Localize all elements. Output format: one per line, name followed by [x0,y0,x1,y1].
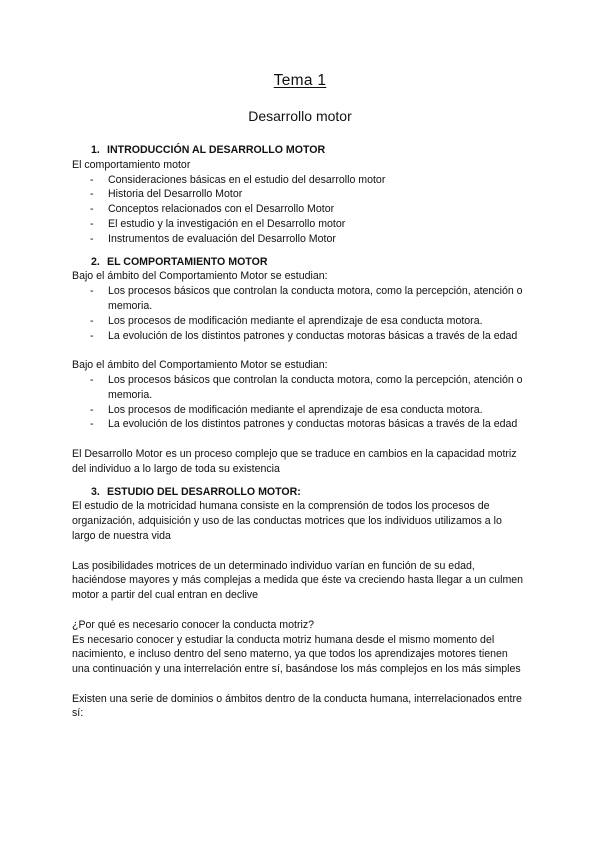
section-3-heading [72,485,528,500]
paragraph: El estudio de la motricidad humana consiste en la comprensión de todos los procesos de organización, adquisición y uso de las conductas motrices que los individuos utilizamos a lo largo de nuestra vida [72,500,502,542]
document-title: Tema 1 [273,72,327,89]
document-body [72,143,528,721]
paragraph: Bajo el ámbito del Comportamiento Motor se estudian: [72,270,328,283]
paragraph: Las posibilidades motrices de un determinado individuo varían en función de su edad, haciéndose mayores y más complejas a medida que éste va creciendo hasta llegar a un culmen motor a partir del cual entran en declive [72,559,524,602]
section-number: 3. [91,485,100,498]
section-title: EL COMPORTAMIENTO MOTOR [107,255,268,268]
paragraph: Es necesario conocer y estudiar la conducta motriz humana desde el mismo momento del nacimiento, e incluso dentro del seno materno, ya que todos los aprendizajes motores tienen una continuación y una interrelación entre sí, basándose los más complejos en los más simples [72,633,521,676]
list-item: - Historia del Desarrollo Motor [72,187,528,202]
section-number: 1. [91,144,100,156]
paragraph: El Desarrollo Motor es un proceso complejo que se traduce en cambios en la capacidad motriz del individuo a lo largo de toda su existencia [72,447,517,475]
document-subtitle: Desarrollo motor [248,108,352,124]
section-2-heading [72,255,528,270]
list-item: - Los procesos básicos que controlan la conducta motora, como la percepción, atención o memoria. [72,284,528,314]
list-item: - Consideraciones básicas en el estudio del desarrollo motor [72,173,528,188]
section-2-list-b [72,373,528,432]
paragraph: El comportamiento motor [72,158,191,171]
list-item: - Los procesos de modificación mediante el aprendizaje de esa conducta motora. [72,314,528,329]
section-number: 2. [91,255,100,268]
question: ¿Por qué es necesario conocer la conducta motriz? [72,618,315,631]
list-item: - El estudio y la investigación en el Desarrollo motor [72,217,528,232]
paragraph: Existen una serie de dominios o ámbitos dentro de la conducta humana, interrelacionados entre sí: [72,692,522,720]
list-item: - La evolución de los distintos patrones y conductas motoras básicas a través de la edad [72,417,528,432]
list-item: - Conceptos relacionados con el Desarrollo Motor [72,202,528,217]
section-1-heading [72,143,528,158]
section-title: INTRODUCCIÓN AL DESARROLLO MOTOR [107,144,326,156]
list-item: - Los procesos básicos que controlan la conducta motora, como la percepción, atención o memoria. [72,373,528,403]
section-1-list [72,173,528,247]
list-item: - Los procesos de modificación mediante el aprendizaje de esa conducta motora. [72,403,528,418]
paragraph: Bajo el ámbito del Comportamiento Motor se estudian: [72,359,328,372]
section-2-list-a [72,284,528,343]
list-item: - La evolución de los distintos patrones y conductas motoras básicas a través de la edad [72,329,528,344]
list-item: - Instrumentos de evaluación del Desarrollo Motor [72,232,528,247]
section-title: ESTUDIO DEL DESARROLLO MOTOR: [107,485,301,498]
